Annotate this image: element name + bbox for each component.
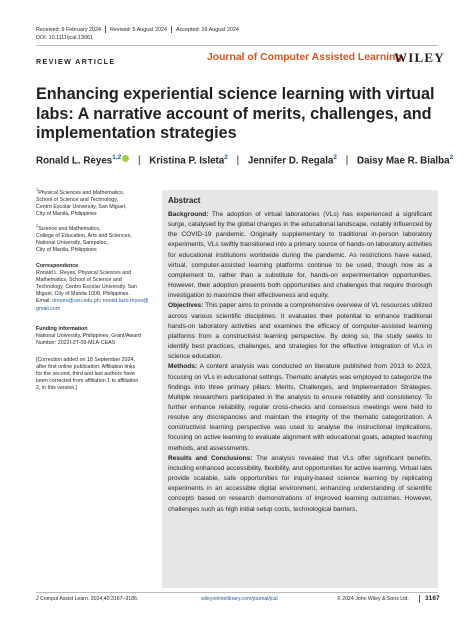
section-text: The adoption of virtual laboratories (VLs) has experienced a significant surge, catalysed by the global changes in the educational landscape, notably influenced by the COVID-19 pandemic. Originally supplementary to traditional in-person laboratory experiments, VLs swiftly transitioned into a primary source of hands-on laboratory activities for educational institutions worldwide during the pandemic. As restrictions have eased, virtual, computer-assisted learning platforms continue to be used, though now as a complement to, rather than a substitute for, hands-on experimentation opportunities. However, their adoption presents both opportunities and challenges that require thorough investigation to maximize their effectiveness and equity. bbox=[168, 211, 432, 300]
author-name[interactable]: Jennifer D. Regala bbox=[247, 155, 334, 167]
footer-divider bbox=[419, 595, 420, 603]
email-link[interactable]: rlreyes@ceu.edu.ph bbox=[52, 298, 100, 305]
abstract-methods bbox=[168, 362, 432, 453]
funding-heading: Funding information bbox=[36, 326, 88, 332]
revised-date: Revised: 5 August 2024 bbox=[110, 26, 167, 33]
correction-line: been corrected from affiliation 1 to affiliation bbox=[36, 378, 139, 385]
affiliation-line: National University, Sampaloc, bbox=[36, 239, 108, 246]
citation: J Comput Assist Learn. 2024;40:3167–3186. bbox=[36, 596, 139, 602]
affiliation-sup: 1 bbox=[36, 187, 39, 192]
funding-information bbox=[36, 326, 156, 347]
journal-url[interactable] bbox=[201, 596, 278, 602]
funding-line: Number: 2022I-2T-09-MLA-CEAS bbox=[36, 340, 116, 347]
correspondence-heading: Correspondence bbox=[36, 263, 79, 269]
journal-name[interactable]: Journal of Computer Assisted Learning bbox=[207, 52, 402, 63]
affiliation-sup: 2 bbox=[36, 223, 39, 228]
section-text: The analysis revealed that VLs offer significant benefits, including enhanced accessibility, flexibility, and opportunities for active learning. Virtual labs provide scalable, safe opportunities for inquiry-based science learning by replicating experiments in an accessible digital environment, enhancing understanding of scientific concepts based on research demonstrations of improved learning outcomes. However, challenges such as high initial setup costs, technological barriers, bbox=[168, 454, 432, 513]
author-separator: | bbox=[345, 155, 349, 167]
affiliation-line: Science and Mathematics, bbox=[38, 225, 101, 232]
divider bbox=[171, 26, 172, 33]
email-link[interactable]: gmail.com bbox=[36, 305, 61, 312]
author-affiliation-sup[interactable]: 2 bbox=[333, 154, 337, 161]
doi[interactable]: DOI: 10.1111/jcal.13061 bbox=[36, 35, 93, 41]
section-text: A content analysis was conducted on literature published from 2013 to 2023, focusing on VLs in educational settings. Thematic analysis was employed to categorize the findings into three primary pillars: Merits, Challenges, and Implementation Strategies. Multiple researchers participated in the analysis to ensure reliability and consistency. To further enhance reliability, regular cross-checks and consensus meetings were held to resolve any discrepancies and maintain the integrity of the thematic categorization. A constructivist learning perspective was used to analyse the instructional implications, focusing on active learning to evaluate alignment with educational goals, adapted teaching methods, and assessments. bbox=[168, 363, 432, 452]
abstract-body bbox=[168, 210, 432, 515]
article-type: REVIEW ARTICLE bbox=[36, 57, 116, 66]
affiliation-2 bbox=[36, 222, 156, 254]
correction-line: 2, in this version.] bbox=[36, 385, 78, 392]
correspondence-line: Technology, Centro Escolar University, San bbox=[36, 284, 138, 291]
funding-line: National University, Philippines, Grant/Award bbox=[36, 333, 141, 340]
affiliation-line: City of Manila, Philippines bbox=[36, 211, 97, 218]
section-text: This paper aims to provide a comprehensive overview of VL resources utilized across various scientific disciplines. It evaluates their potential to enhance traditional hands-on laboratory activities and examines the efficacy of computer-assisted learning platforms from a constructivist learning perspective. By doing so, the study seeks to identify best practices, challenges, and strategies for the effective integration of VLs in science education. bbox=[168, 302, 432, 361]
author-name[interactable]: Ronald L. Reyes bbox=[36, 155, 113, 167]
abstract-heading: Abstract bbox=[168, 196, 201, 205]
author-affiliation-sup[interactable]: 1,2 bbox=[112, 154, 122, 161]
correction-line: [Correction added on 18 September 2024, bbox=[36, 357, 135, 363]
affiliation-1 bbox=[36, 186, 156, 218]
divider bbox=[105, 26, 106, 33]
author-affiliation-sup[interactable]: 2 bbox=[224, 154, 228, 161]
header-rule bbox=[36, 45, 438, 46]
author-name[interactable]: Daisy Mae R. Bialba bbox=[357, 155, 450, 167]
accepted-date: Accepted: 16 August 2024 bbox=[175, 26, 239, 33]
section-label: Methods: bbox=[168, 363, 198, 371]
section-label: Objectives: bbox=[168, 302, 204, 310]
affiliation-line: College of Education, Arts and Sciences, bbox=[36, 232, 132, 239]
correspondence-line: Mathematics, School of Science and bbox=[36, 277, 122, 284]
section-label: Results and Conclusions: bbox=[168, 454, 253, 462]
affiliation-line: School of Science and Technology, bbox=[36, 196, 118, 203]
author-separator: | bbox=[236, 155, 240, 167]
correction-line: for the second, third and last authors have bbox=[36, 371, 135, 378]
section-label: Background: bbox=[168, 211, 209, 218]
article-dates bbox=[36, 26, 239, 33]
email-label: Email: bbox=[36, 298, 53, 305]
email-link[interactable]: ronald.lazo.reyes@ bbox=[102, 298, 149, 305]
correspondence-line: Ronald L. Reyes, Physical Sciences and bbox=[36, 270, 132, 277]
author-name[interactable]: Kristina P. Isleta bbox=[149, 155, 225, 167]
abstract-objectives bbox=[168, 301, 432, 362]
abstract-results bbox=[168, 454, 432, 515]
copyright: © 2024 John Wiley & Sons Ltd. bbox=[337, 596, 409, 602]
orcid-icon[interactable] bbox=[122, 155, 129, 162]
affiliation-line: Centro Escolar University, San Miguel, bbox=[36, 203, 127, 210]
affiliation-line: City of Manila, Philippines bbox=[36, 247, 97, 254]
email-separator: ; bbox=[99, 298, 103, 305]
author-list bbox=[36, 154, 453, 166]
affiliation-line: Physical Sciences and Mathematics, bbox=[38, 189, 125, 196]
correction-line: after first online publication: Affiliation links bbox=[36, 364, 136, 371]
journal-url-link[interactable]: wileyonlinelibrary.com/journal/jcal bbox=[201, 596, 278, 602]
footer-rule bbox=[36, 592, 438, 593]
publisher-logo[interactable]: WILEY bbox=[394, 50, 445, 65]
correspondence-line: Miguel, City of Manila 1008, Philippines. bbox=[36, 291, 130, 298]
article-title: Enhancing experiential science learning with virtual labs: A narrative account of merits, challenges, and implementation strategies bbox=[36, 85, 435, 143]
page-number: 3167 bbox=[425, 595, 440, 602]
correspondence bbox=[36, 263, 156, 313]
abstract-background bbox=[168, 210, 432, 301]
received-date: Received: 9 February 2024 bbox=[36, 26, 102, 33]
correction-note bbox=[36, 357, 156, 392]
author-affiliation-sup[interactable]: 2 bbox=[449, 154, 454, 161]
author-separator: | bbox=[138, 155, 141, 167]
